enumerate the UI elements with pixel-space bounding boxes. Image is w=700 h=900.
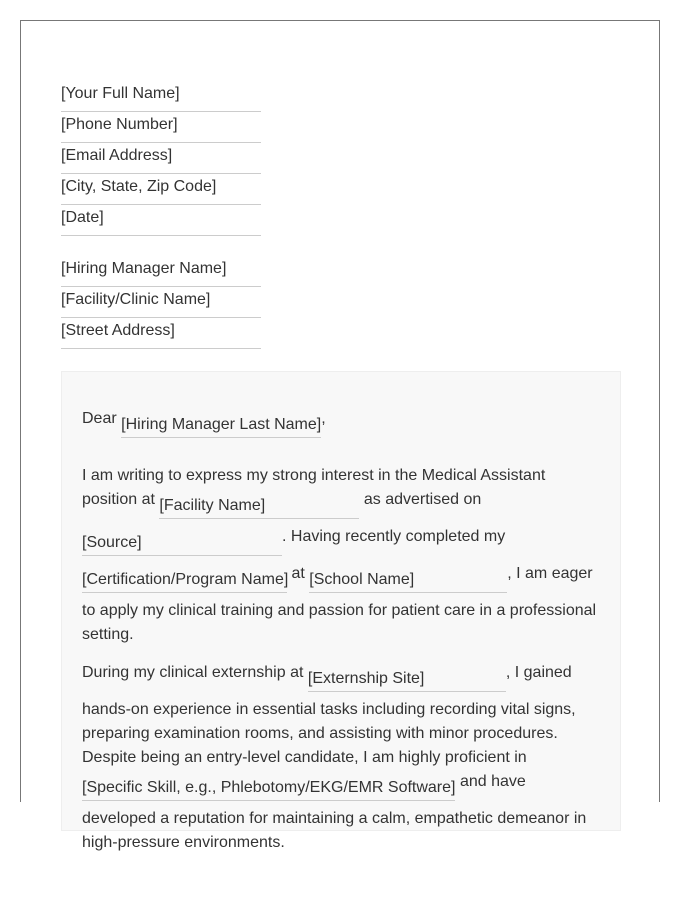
- paragraph-2: [82, 661, 604, 855]
- sender-city-state-zip-field[interactable]: [City, State, Zip Code]: [61, 174, 261, 205]
- p2-text-1: During my clinical externship at: [82, 664, 304, 681]
- document-page: [20, 20, 660, 851]
- salutation-suffix: ,: [321, 410, 326, 427]
- p2-text-3: and have developed a reputation for maintaining a calm, empathetic demeanor in high-pressure environments.: [82, 773, 587, 851]
- school-name-field[interactable]: [School Name]: [309, 569, 507, 593]
- sender-phone-field[interactable]: [Phone Number]: [61, 112, 261, 143]
- source-field[interactable]: [Source]: [82, 532, 282, 556]
- facility-clinic-name-field[interactable]: [Facility/Clinic Name]: [61, 287, 261, 318]
- salutation-prefix: Dear: [82, 410, 117, 427]
- p1-text-4: at: [291, 565, 305, 582]
- facility-name-field[interactable]: [Facility Name]: [159, 495, 359, 519]
- salutation: [82, 407, 604, 444]
- p1-text-2: as advertised on: [363, 491, 482, 508]
- sender-info-block: [61, 81, 261, 236]
- specific-skill-field[interactable]: [Specific Skill, e.g., Phlebotomy/EKG/EMR Software]: [82, 777, 455, 801]
- certification-program-field[interactable]: [Certification/Program Name]: [82, 569, 287, 593]
- street-address-field[interactable]: [Street Address]: [61, 318, 261, 349]
- hiring-manager-last-name-field[interactable]: [Hiring Manager Last Name]: [121, 414, 321, 438]
- sender-email-field[interactable]: [Email Address]: [61, 143, 261, 174]
- paragraph-1: [82, 464, 604, 647]
- date-field[interactable]: [Date]: [61, 205, 261, 236]
- p2-text-2: , I gained hands-on experience in essential tasks including recording vital signs, preparing examination rooms, and assisting with minor procedures. Despite being an entry-level candidate, I am highly proficient in: [82, 664, 576, 766]
- letter-content: [82, 407, 604, 869]
- p1-text-3: . Having recently completed my: [282, 528, 506, 545]
- recipient-info-block: [61, 256, 261, 349]
- letter-body-box: [61, 371, 621, 851]
- p1-text-1: I am writing to express my strong interest in the Medical Assistant position at: [82, 467, 546, 508]
- p1-text-5: , I am eager to apply my clinical training and passion for patient care in a professional setting.: [82, 565, 597, 643]
- externship-site-field[interactable]: [Externship Site]: [308, 668, 506, 692]
- sender-full-name-field[interactable]: [Your Full Name]: [61, 81, 261, 112]
- hiring-manager-name-field[interactable]: [Hiring Manager Name]: [61, 256, 261, 287]
